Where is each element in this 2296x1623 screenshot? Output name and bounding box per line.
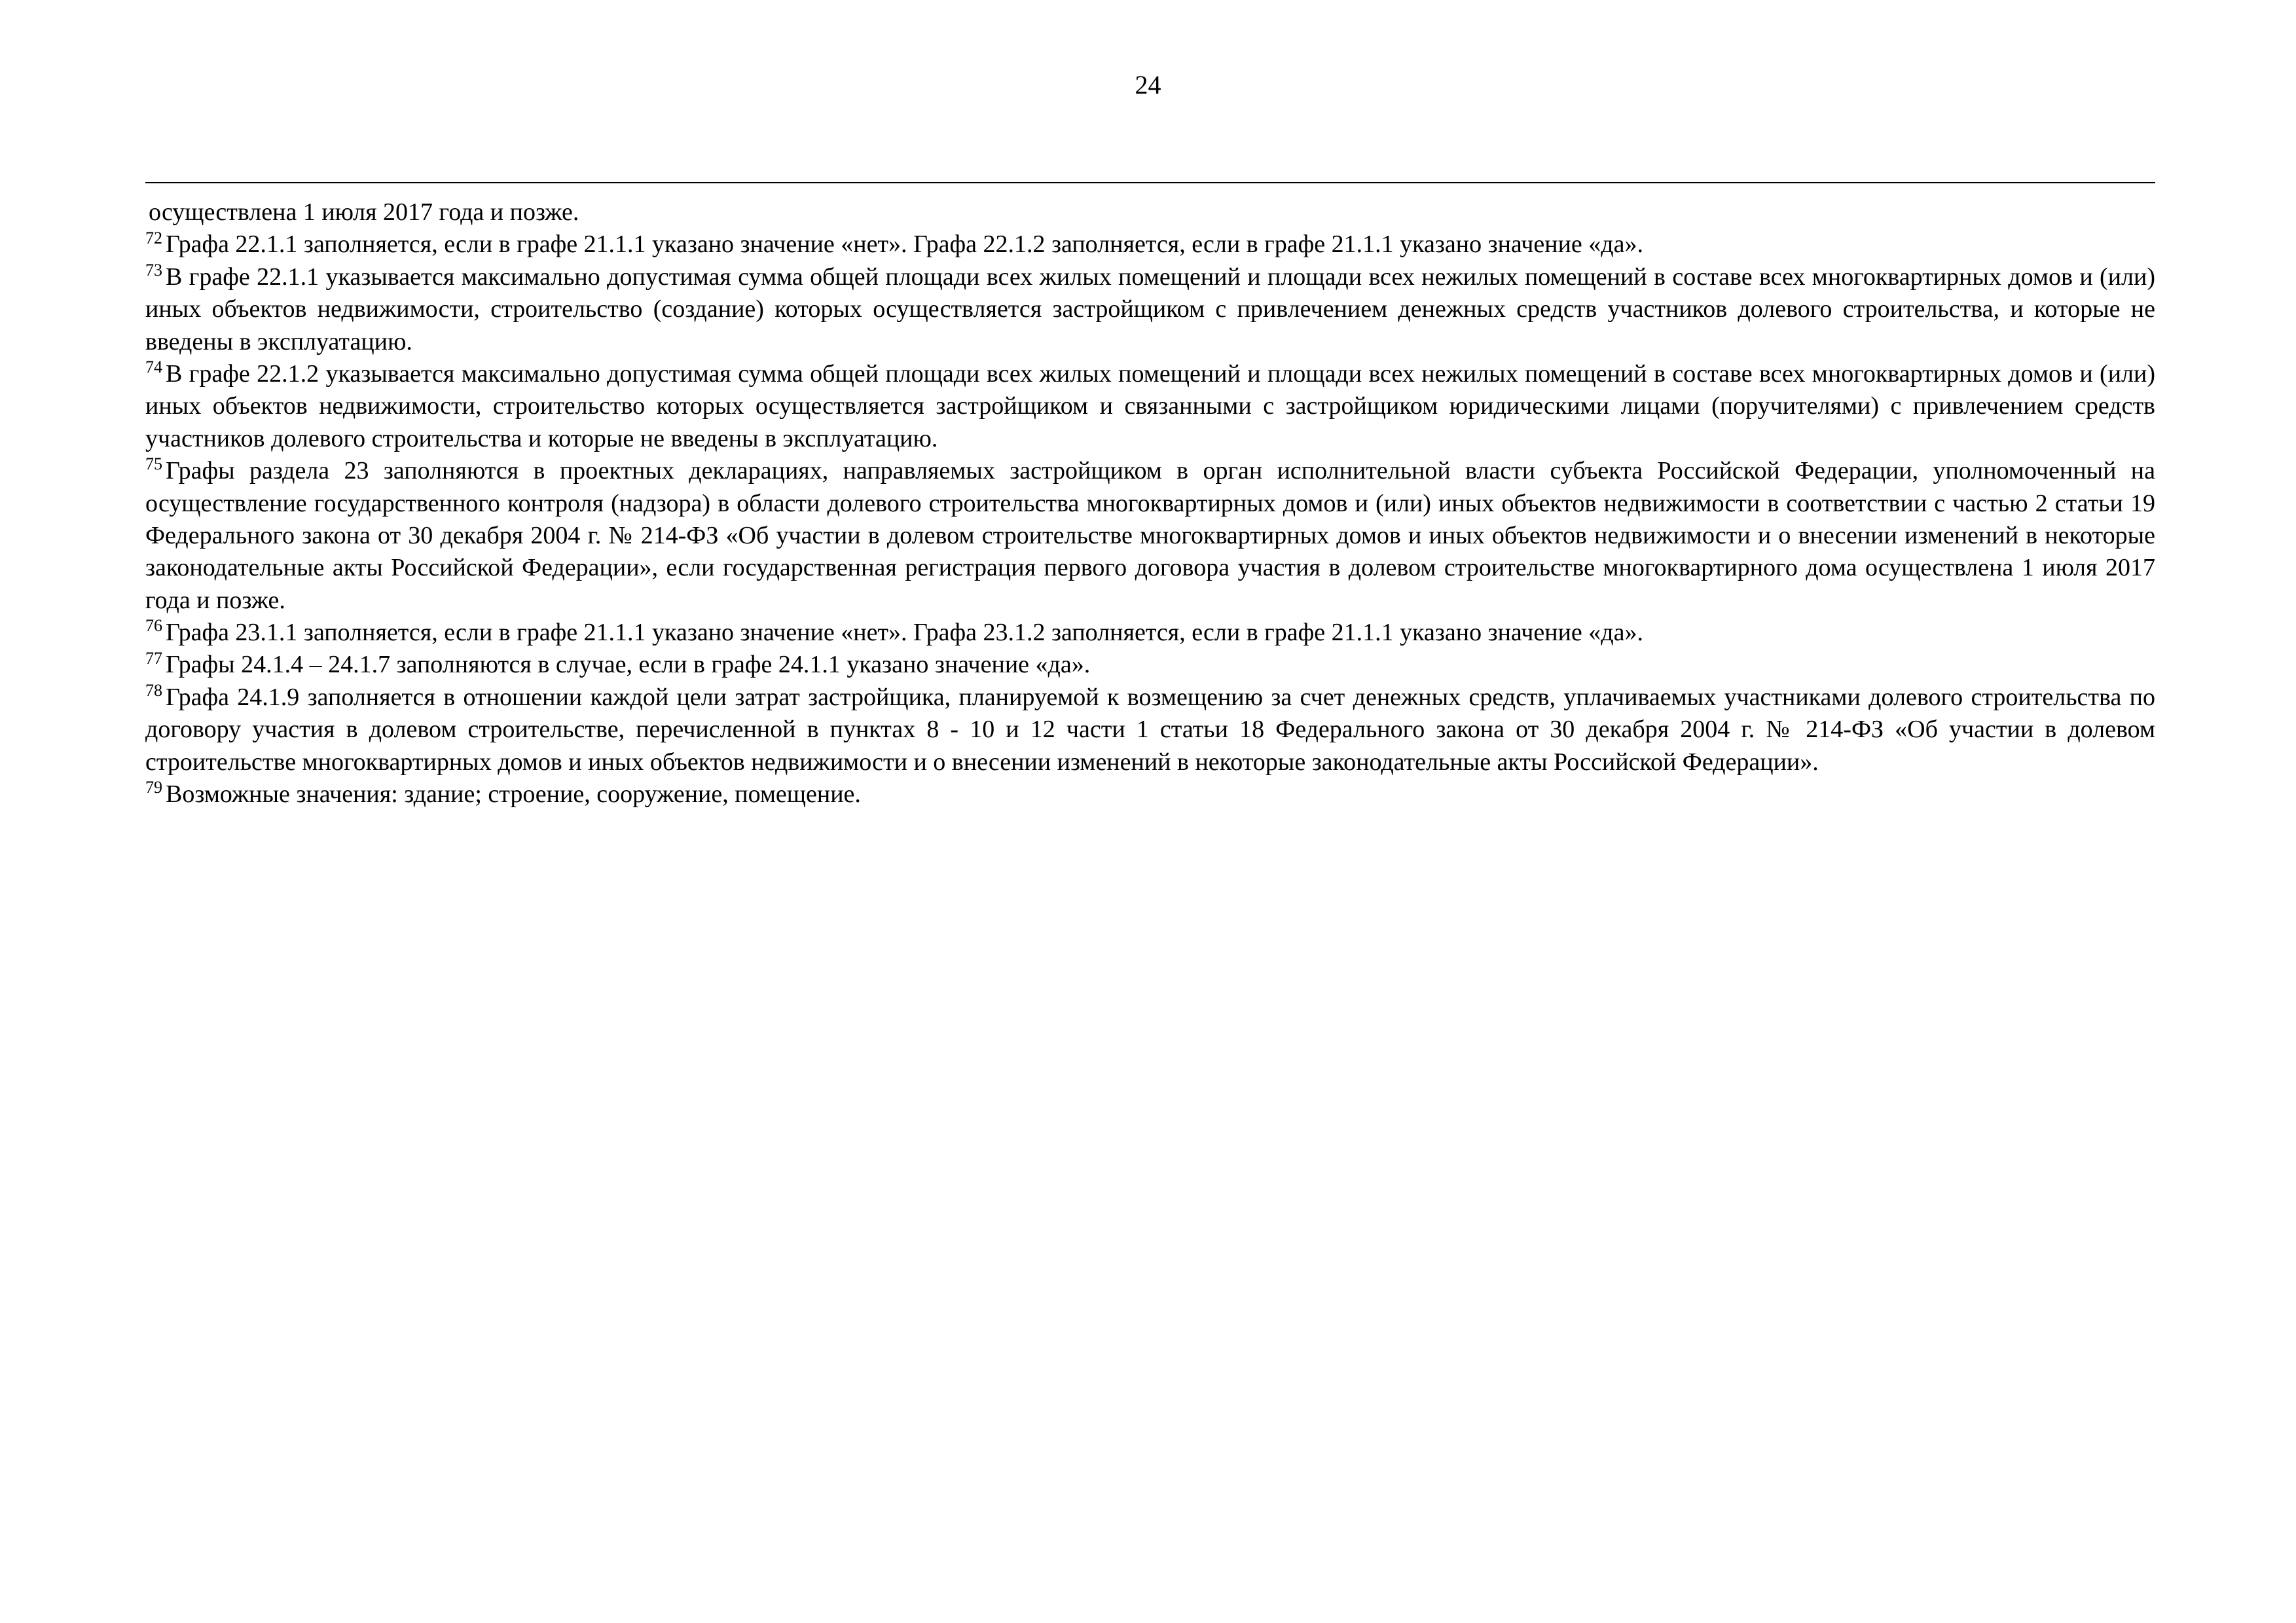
footnote-text: Графа 23.1.1 заполняется, если в графе 21.1.1 указано значение «нет». Графа 23.1.2 заполняется, если в графе 21.1.1 указано значение «да». [166, 619, 1643, 647]
footnote-marker: 78 [145, 681, 162, 701]
footnote-marker: 74 [145, 357, 162, 377]
footnote-marker: 76 [145, 616, 162, 636]
footnote-marker: 72 [145, 228, 162, 247]
footnote-text: Графа 22.1.1 заполняется, если в графе 21.1.1 указано значение «нет». Графа 22.1.2 заполняется, если в графе 21.1.1 указано значение «да». [166, 230, 1643, 259]
footnote-item [145, 455, 2155, 617]
footnote-text: осуществлена 1 июля 2017 года и позже. [149, 198, 579, 226]
footnote-item [145, 358, 2155, 455]
page-number: 24 [1135, 70, 1161, 100]
footnote-list [145, 196, 2155, 811]
footnote-item [145, 649, 2155, 681]
footnote-item [145, 617, 2155, 649]
footnote-item [145, 778, 2155, 811]
footnote-item [145, 228, 2155, 261]
footnote-marker: 79 [145, 778, 162, 797]
footnote-item [145, 682, 2155, 778]
footnote-item [145, 196, 2155, 228]
footnote-text: В графе 22.1.1 указывается максимально допустимая сумма общей площади всех жилых помещений и площади всех нежилых помещений в составе всех многоквартирных домов и (или) иных объектов недвижимости, строительство (создание) которых осуществляется застройщиком с привлечением денежных средств участников долевого строительства, и которые не введены в эксплуатацию. [145, 263, 2155, 356]
footnote-text: Графа 24.1.9 заполняется в отношении каждой цели затрат застройщика, планируемой к возмещению за счет денежных средств, уплачиваемых участниками долевого строительства по договору участия в долевом строительстве, перечисленной в пунктах 8 - 10 и 12 части 1 статьи 18 Федерального закона от 30 декабря 2004 г. № 214-ФЗ «Об участии в долевом строительстве многоквартирных домов и иных объектов недвижимости и о внесении изменений в некоторые законодательные акты Российской Федерации». [145, 683, 2155, 776]
footnote-text: Возможные значения: здание; строение, сооружение, помещение. [166, 780, 861, 809]
footnote-text: Графы 24.1.4 – 24.1.7 заполняются в случае, если в графе 24.1.1 указано значение «да». [166, 651, 1091, 679]
footnote-marker: 77 [145, 648, 162, 668]
footnote-marker: 75 [145, 454, 162, 474]
footnote-marker: 73 [145, 261, 162, 280]
footnote-text: В графе 22.1.2 указывается максимально допустимая сумма общей площади всех жилых помещений и площади всех нежилых помещений в составе всех многоквартирных домов и (или) иных объектов недвижимости, строительство которых осуществляется застройщиком и связанными с застройщиком юридическими лицами (поручителями) с привлечением средств участников долевого строительства и которые не введены в эксплуатацию. [145, 359, 2155, 452]
footnote-text: Графы раздела 23 заполняются в проектных декларациях, направляемых застройщиком в орган исполнительной власти субъекта Российской Федерации, уполномоченный на осуществление государственного контроля (надзора) в области долевого строительства многоквартирных домов и (или) иных объектов недвижимости в соответствии с частью 2 статьи 19 Федерального закона от 30 декабря 2004 г. № 214-ФЗ «Об участии в долевом строительстве многоквартирных домов и иных объектов недвижимости и о внесении изменений в некоторые законодательные акты Российской Федерации», если государственная регистрация первого договора участия в долевом строительстве многоквартирного дома осуществлена 1 июля 2017 года и позже. [145, 457, 2155, 614]
footnote-item [145, 261, 2155, 358]
footnote-separator-line [145, 182, 2155, 183]
